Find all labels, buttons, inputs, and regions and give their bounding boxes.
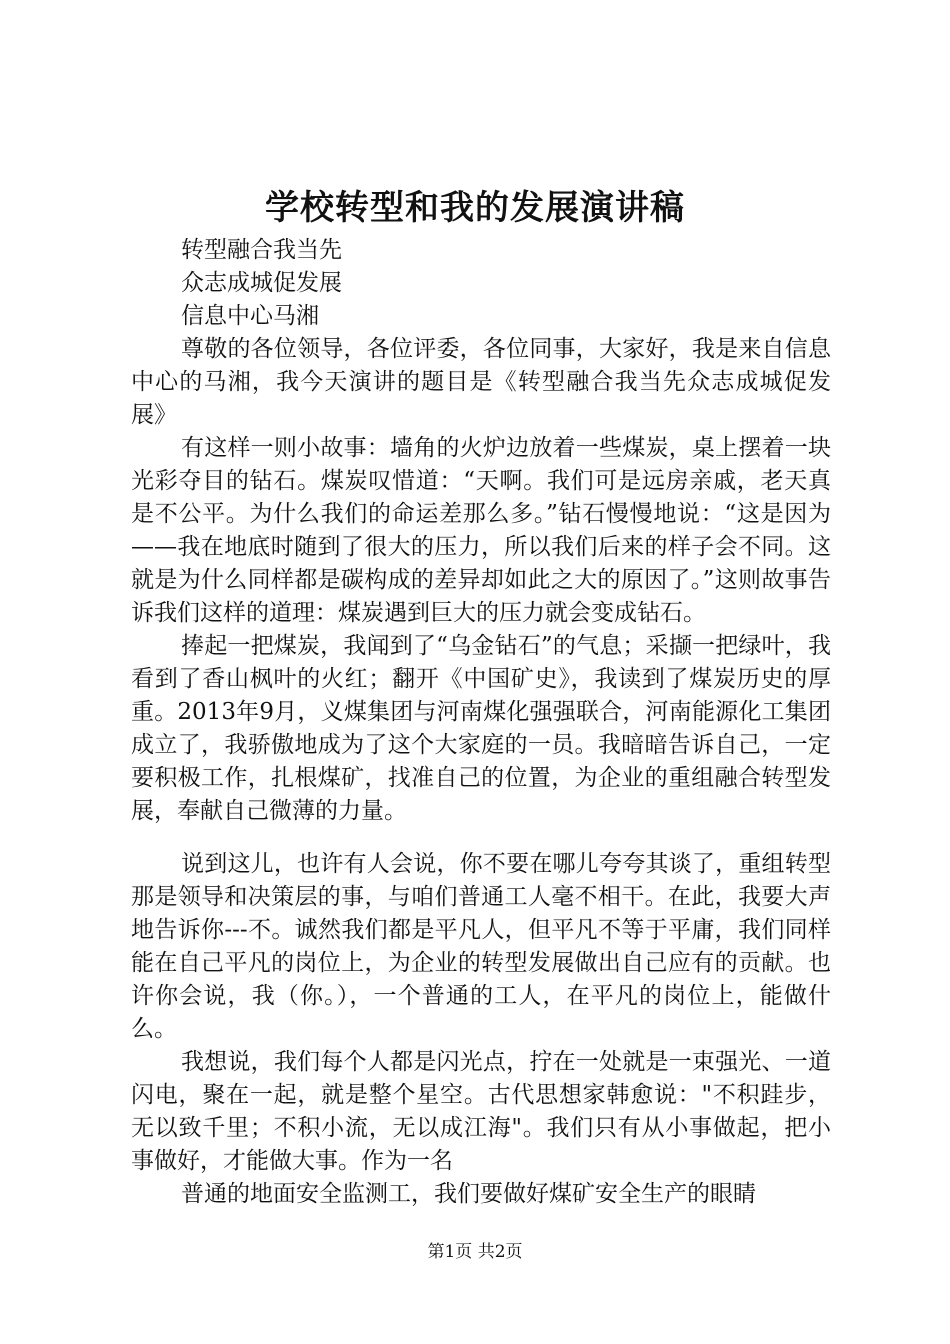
body-paragraph: 有这样一则小故事：墙角的火炉边放着一些煤炭，桌上摆着一块光彩夺目的钻石。煤炭叹惜道：“天啊。我们可是远房亲戚，老天真是不公平。为什么我们的命运差那么多。”钻石慢慢地说：“这是因为——我在地底时随到了很大的压力，所以我们后来的样子会不同。这就是为什么同样都是碳构成的差异却如此之大的原因了。”这则故事告诉我们这样的道理：煤炭遇到巨大的压力就会变成钻石。 xyxy=(131,435,831,626)
body-paragraph: 捧起一把煤炭，我闻到了“乌金钻石”的气息；采撷一把绿叶，我看到了香山枫叶的火红；翻开《中国矿史》，我读到了煤炭历史的厚重。2013年9月，义煤集团与河南煤化强强联合，河南能源化工集团成立了，我骄傲地成为了这个大家庭的一员。我暗暗告诉自己，一定要积极工作，扎根煤矿，找准自己的位置，为企业的重组融合转型发展，奉献自己微薄的力量。 xyxy=(131,633,831,824)
body-paragraph: 说到这儿，也许有人会说，你不要在哪儿夸夸其谈了，重组转型那是领导和决策层的事，与咱们普通工人毫不相干。在此，我要大声地告诉你---不。诚然我们都是平凡人，但平凡不等于平庸，我们同样能在自己平凡的岗位上，为企业的转型发展做出自己应有的贡献。也许你会说，我（你。），一个普通的工人，在平凡的岗位上，能做什么。 xyxy=(131,851,831,1042)
body-paragraph: 尊敬的各位领导，各位评委，各位同事，大家好，我是来自信息中心的马湘，我今天演讲的题目是《转型融合我当先众志成城促发展》 xyxy=(131,336,831,428)
page-number-footer: 第1页 共2页 xyxy=(427,1242,523,1262)
subtitle-line-2: 众志成城促发展 xyxy=(181,270,342,296)
author-line: 信息中心马湘 xyxy=(181,303,319,329)
body-paragraph: 我想说，我们每个人都是闪光点，拧在一处就是一束强光、一道闪电，聚在一起，就是整个星空。古代思想家韩愈说："不积跬步，无以致千里；不积小流，无以成江海"。我们只有从小事做起，把小事做好，才能做大事。作为一名 xyxy=(131,1049,831,1174)
document-body xyxy=(131,234,831,1211)
subtitle-line-1: 转型融合我当先 xyxy=(181,237,342,263)
document-title: 学校转型和我的发展演讲稿 xyxy=(265,188,685,228)
body-paragraph: 普通的地面安全监测工，我们要做好煤矿安全生产的眼睛 xyxy=(181,1181,756,1207)
